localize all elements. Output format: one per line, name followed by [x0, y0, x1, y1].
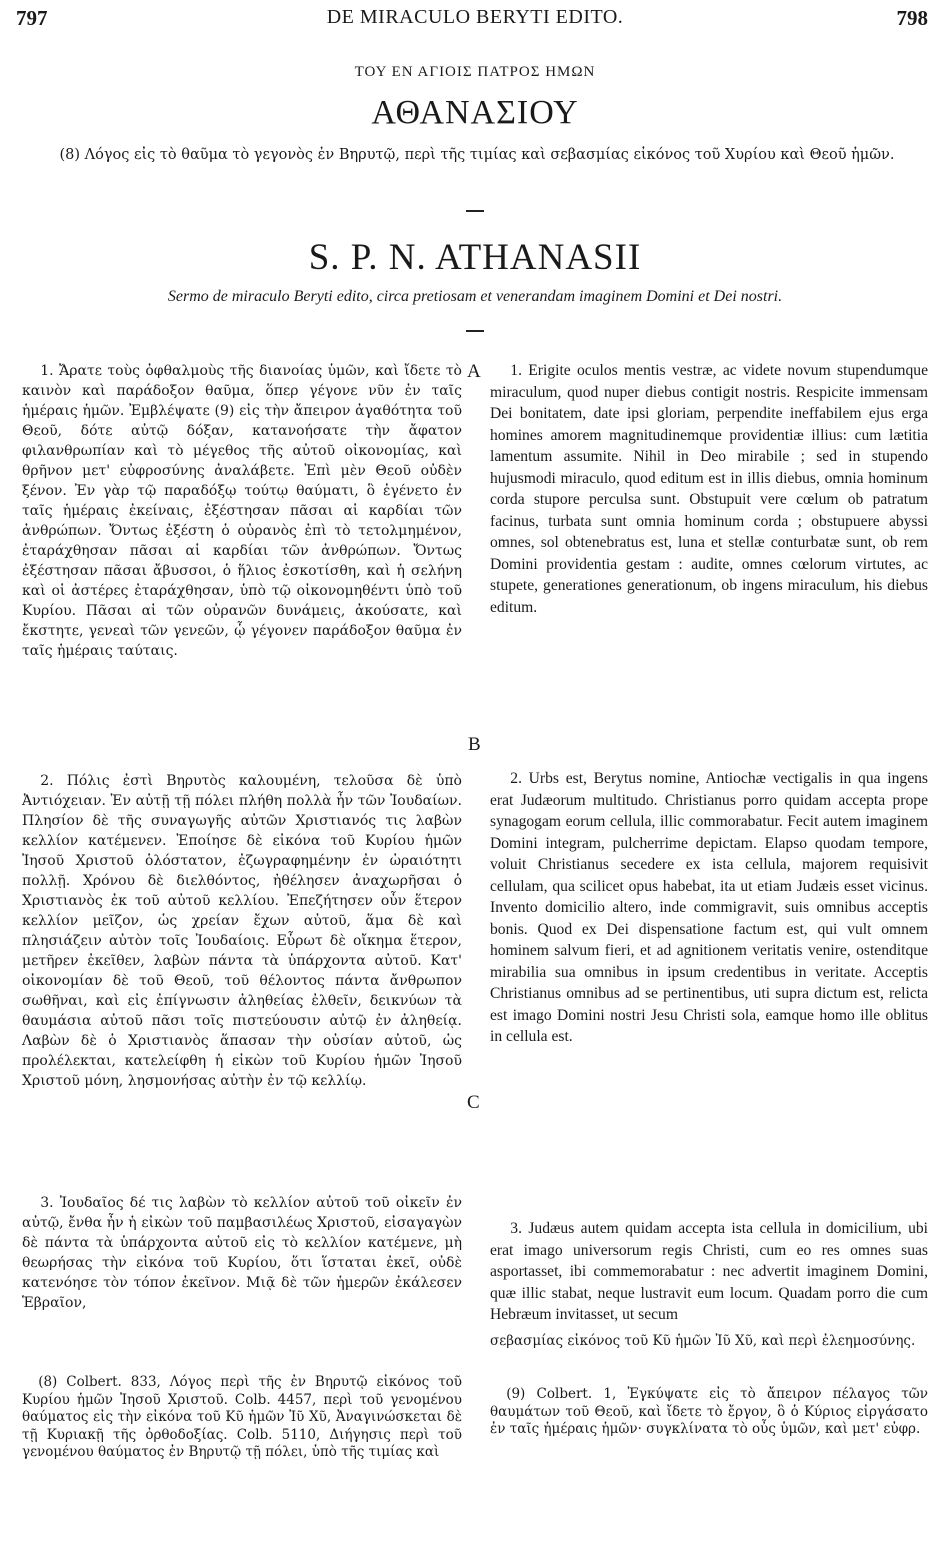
footnote-8-continuation: σεβασμίας εἰκόνος τοῦ Κῦ ἡμῶν Ἰῦ Χῦ, καὶ περὶ ἐλεημοσύνης. — [490, 1333, 916, 1349]
greek-subtitle: (8) Λόγος εἰς τὸ θαῦμα τὸ γεγονὸς ἐν Βηρυτῷ, περὶ τῆς τιμίας καὶ σεβασμίας εἰκόνος τοῦ Χυρίου καὶ Θεοῦ ἡμῶν. — [59, 147, 895, 163]
margin-marker-c: C — [467, 1092, 480, 1113]
greek-header: ΤΟΥ ΕΝ ΑΓΙΟΙΣ ΠΑΤΡΟΣ ΗΜΩΝ — [354, 64, 596, 80]
greek-paragraph-2: 2. Πόλις ἐστὶ Βηρυτὸς καλουμένη, τελοῦσα δὲ ὑπὸ Ἀντιόχειαν. Ἐν αὐτῇ τῇ πόλει πλήθη πολλὰ ἦν τῶν Ἰουδαίων. Πλησίον δὲ τῆς συναγωγῆς αὐτῶν Χριστιανός τις λαβὼν κελλίον κατέμενεν. Ἐποίησε δὲ εἰκόνα τοῦ Κυρίου ἡμῶν Ἰησοῦ Χριστοῦ ὁλόστατον, ἐζωγραφημένην ἐν ὡραιότητι πολλῇ. Χρόνου δὲ διελθόντος, ἠθέλησεν ἀναχωρῆσαι ὁ Χριστιανὸς ἐκ τοῦ αὐτοῦ κελλίου. Ἐπεζήτησεν οὖν ἕτερον κελλίον μεῖζον, ὡς χρείαν ἔχων αὐτοῦ, ἅμα δὲ καὶ πλησιάζειν αὐτὸν τοῖς Ἰουδαίοις. Εὗρωτ δὲ οἴκημα ἕτερον, μετῆρεν ἐκεῖθεν, λαβὼν πάντα τὰ ὑπάρχοντα αὐτοῦ. Κατ' οἰκονομίαν δὲ τοῦ Θεοῦ, τοῦ θέλοντος πάντα ἄνθρωπον σωθῆναι, καὶ εἰς ἐπίγνωσιν ἀληθείας ἐλθεῖν, δεικνύων τὰ θαυμάσια αὐτοῦ πᾶσι τοῖς πιστεύουσιν αὐτῷ ἐν ἀληθείᾳ. Λαβὼν δὲ ὁ Χριστιανὸς ἅπασαν τὴν οὐσίαν αὐτοῦ, ὡς προλέλεκται, κατελείφθη ἡ εἰκὼν τοῦ Κυρίου ἡμῶν Ἰησοῦ Χριστοῦ μόνη, λησμονήσας αὐτὴν ἐν τῷ κελλίῳ. — [22, 773, 462, 1089]
running-title: DE MIRACULO BERYTI EDITO. — [326, 6, 624, 28]
title-divider — [466, 210, 484, 212]
page-number-left: 797 — [16, 6, 48, 30]
greek-paragraph-1: 1. Ἄρατε τοὺς ὀφθαλμοὺς τῆς διανοίας ὑμῶν, καὶ ἴδετε τὸ καινὸν καὶ παράδοξον θαῦμα, ὅπερ γέγονε νῦν ἐν ταῖς ἡμέραις ἡμῶν. Ἐμβλέψατε (9) εἰς τὴν ἄπειρον ἀγαθότητα τοῦ Θεοῦ, δότε αὐτῷ δόξαν, κατανοήσατε τὴν ἄφατον φιλανθρωπίαν καὶ τὸ μέγεθος τῆς αὐτοῦ οἰκονομίας, καὶ θρῆνον μετ' εὐφροσύνης ἀναλάβετε. Ἐπὶ μὲν Θεοῦ οὐδὲν ξένον. Ἐν γὰρ τῷ παραδόξῳ τούτῳ θαύματι, ὃ ἐγένετο ἐν ταῖς ἡμέραις ἐκείναις, ἐξέστησαν πᾶσαι αἱ καρδίαι τῶν ἀνθρώπων. Ὄντως ἐξέστη ὁ οὐρανὸς ἐπὶ τὸ τετολμημένον, ἐταράχθησαν πᾶσαι αἱ καρδίαι τῶν ἀνθρώπων. Ὄντως ἐξέστησαν πᾶσαι ἄβυσσοι, ὁ ἥλιος ἐσκοτίσθη, καὶ ἡ σελήνη καὶ οἱ ἀστέρες ἐταράχθησαν, ὑπὸ τῷ οἰκονομηθέντι ὑπὸ τοῦ Κυρίου. Πᾶσαι αἱ τῶν οὐρανῶν δυνάμεις, ἀκούσατε, καὶ ἔκστητε, γενεαὶ τῶν γενεῶν, ᾧ γέγονεν παράδοξον θαῦμα ἐν ταῖς ἡμέραις ταύταις. — [22, 363, 462, 659]
margin-marker-a: A — [467, 361, 481, 382]
latin-paragraph-2: 2. Urbs est, Berytus nomine, Antiochæ vectigalis in qua ingens erat Judæorum multitudo. Christianus porro quidam accepta prope synagogam eorum cellula, illic commorabatur. Fecit autem imaginem Domini integram, pulcherrime depictam. Elapso quodam tempore, voluit Christianus secedere ex ista cellula, majorem requisivit cellulam, qua scilicet opus habebat, ita ut etiam Judæis esset vicinus. Invento domicilio altero, inde commigravit, suis omnibus acceptis bonis. Quod ex Dei dispensatione factum est, qui vult omnem hominem salvum fieri, et ad agnitionem veritatis venire, ostenditque mirabilia sua omnibus in ipsum credentibus in veritate. Acceptis Christianus omnibus ad se pertinentibus, uti supra dictum est, relicta est imago Domini nostri Jesu Christi sola, eamque homo ille oblitus in cellula est. — [490, 770, 928, 1045]
latin-subtitle: Sermo de miraculo Beryti edito, circa pretiosam et venerandam imaginem Domini et Dei nostri. — [167, 288, 783, 305]
latin-paragraph-1: 1. Erigite oculos mentis vestræ, ac videte novum stupendumque miraculum, quod nuper diebus contigit nostris. Respicite immensam Dei bonitatem, date ipsi gloriam, perpendite ineffabilem ejus erga homines amorem magnitudinemque providentiæ illius: cum lætitia lamentum assumite. Nihil in Deo mirabile ; sed in stupendo hujusmodi miraculo, quod editum est in illis diebus, omnia hominum corda stupore perculsa sunt. Obstupuit vere cœlum ob patratum facinus, turbata sunt omnia hominum corda ; obstupuere abyssi omnes, sol obtenebratus est, luna et stellæ conturbatæ sunt, ob rem Domini providentia gestam : audite, omnes cœlorum virtutes, ac stupete, generationes generationum, ob ingens miraculum, his diebus editum. — [490, 362, 928, 616]
latin-paragraph-3: 3. Judæus autem quidam accepta ista cellula in domicilium, ubi erat imago universorum regis Christi, cum eo res omnes suas asportasset, ibi commemorabatur : nec advertit imaginem Domini, quæ illic stabat, neque lustravit eum locum. Quadam porro die cum Hebræum invitasset, ut secum — [490, 1220, 928, 1323]
margin-marker-b: B — [468, 734, 481, 755]
page-number-right: 798 — [896, 6, 928, 30]
greek-author-name: ΑΘΑΝΑΣΙΟΥ — [371, 94, 579, 131]
footnote-8: (8) Colbert. 833, Λόγος περὶ τῆς ἐν Βηρυτῷ εἰκόνος τοῦ Κυρίου ἡμῶν Ἰησοῦ Χριστοῦ. Colb. 4457, περὶ τοῦ γενομένου θαύματος εἰς τὴν εἰκόνα τοῦ Κῦ ἡμῶν Ἰῦ Χῦ, Ἀναγινώσκεται δὲ τῇ Κυριακῇ τῆς ὀρθοδοξίας. Colb. 5110, Διήγησις περὶ τοῦ γενομένου θαύματος ἐν Βηρυτῷ τῇ πόλει, ὑπὸ τῆς τιμίας καὶ — [22, 1374, 462, 1460]
latin-author-name: S. P. N. ATHANASII — [308, 237, 642, 278]
section-divider — [466, 330, 484, 332]
greek-paragraph-3: 3. Ἰουδαῖος δέ τις λαβὼν τὸ κελλίον αὐτοῦ τοῦ οἰκεῖν ἐν αὐτῷ, ἔνθα ἦν ἡ εἰκὼν τοῦ παμβασιλέως Χριστοῦ, εἰσαγαγὼν δὲ πάντα τὰ ὑπάρχοντα αὐτοῦ εἰς τὸ κελλίον κατέμενε, μὴ θεωρήσας τὴν εἰκόνα τοῦ Κυρίου, ὅτι ἵσταται ἐκεῖ, οὐδὲ κατενόησε τὸν τόπον ἐκεῖνον. Μιᾷ δὲ τῶν ἡμερῶν ἐκάλεσεν Ἑβραῖον, — [22, 1195, 462, 1311]
footnote-9: (9) Colbert. 1, Ἐγκύψατε εἰς τὸ ἄπειρον πέλαγος τῶν θαυμάτων τοῦ Θεοῦ, καὶ ἴδετε τὸ ἔργον, ὃ ὁ Κύριος εἰργάσατο ἐν ταῖς ἡμέραις ἡμῶν· συγκλίνατα τὸ οὖς ὑμῶν, καὶ μετ' εὐφρ. — [490, 1386, 928, 1437]
